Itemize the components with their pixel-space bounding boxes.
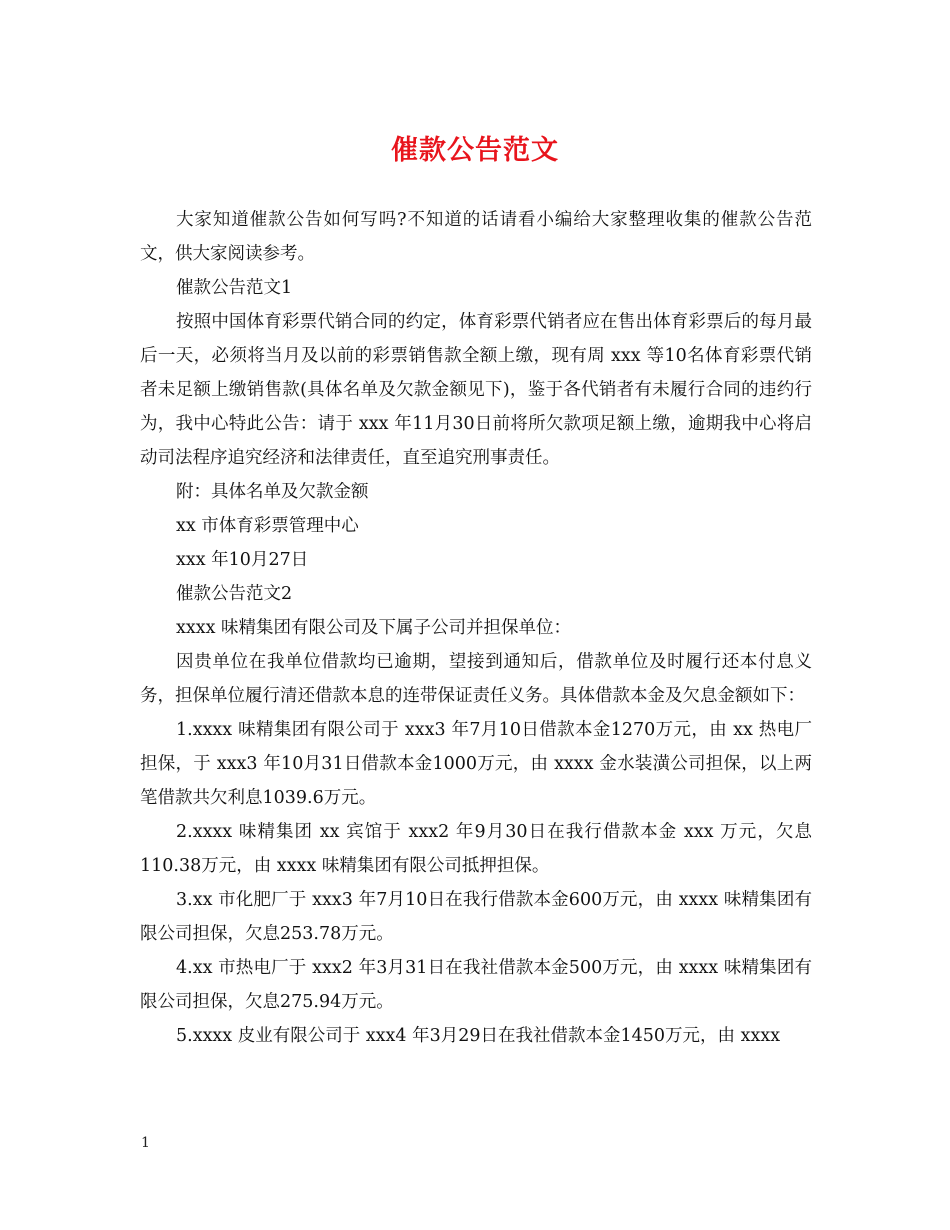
- section-heading-1: 催款公告范文1: [176, 278, 293, 298]
- document-body: [140, 203, 812, 1053]
- paragraph-notice-2: 因贵单位在我单位借款均已逾期，望接到通知后，借款单位及时履行还本付息义务，担保单位履行清还借款本息的连带保证责任义务。具体借款本金及欠息金额如下：: [140, 652, 812, 706]
- paragraph-date: xxx 年10月27日: [176, 550, 309, 570]
- list-item-5: 5.xxxx 皮业有限公司于 xxx4 年3月29日在我社借款本金1450万元，由 xxxx: [176, 1026, 781, 1046]
- section-heading-2: 催款公告范文2: [176, 584, 293, 604]
- paragraph-attachment: 附：具体名单及欠款金额: [176, 482, 369, 502]
- paragraph-notice-1: 按照中国体育彩票代销合同的约定，体育彩票代销者应在售出体育彩票后的每月最后一天，必须将当月及以前的彩票销售款全额上缴，现有周 xxx 等10名体育彩票代销者未足额上缴销售款(具体名单及欠款金额见下)，鉴于各代销者有未履行合同的违约行为，我中心特此公告：请于 xxx 年11月30日前将所欠款项足额上缴，逾期我中心将启动司法程序追究经济和法律责任，直至追究刑事责任。: [140, 312, 812, 468]
- paragraph-intro: 大家知道催款公告如何写吗?不知道的话请看小编给大家整理收集的催款公告范文，供大家阅读参考。: [140, 210, 812, 264]
- page-number: 1: [141, 1135, 150, 1151]
- paragraph-issuer: xx 市体育彩票管理中心: [176, 516, 359, 536]
- list-item-3: 3.xx 市化肥厂于 xxx3 年7月10日在我行借款本金600万元，由 xxxx 味精集团有限公司担保，欠息253.78万元。: [140, 890, 812, 944]
- list-item-2: 2.xxxx 味精集团 xx 宾馆于 xxx2 年9月30日在我行借款本金 xxx 万元，欠息110.38万元，由 xxxx 味精集团有限公司抵押担保。: [140, 822, 812, 876]
- list-item-4: 4.xx 市热电厂于 xxx2 年3月31日在我社借款本金500万元，由 xxxx 味精集团有限公司担保，欠息275.94万元。: [140, 958, 812, 1012]
- document-title: 催款公告范文: [391, 135, 559, 166]
- list-item-1: 1.xxxx 味精集团有限公司于 xxx3 年7月10日借款本金1270万元，由 xx 热电厂担保，于 xxx3 年10月31日借款本金1000万元，由 xxxx 金水装潢公司担保，以上两笔借款共欠利息1039.6万元。: [140, 720, 812, 808]
- paragraph-addressee: xxxx 味精集团有限公司及下属子公司并担保单位：: [176, 618, 572, 638]
